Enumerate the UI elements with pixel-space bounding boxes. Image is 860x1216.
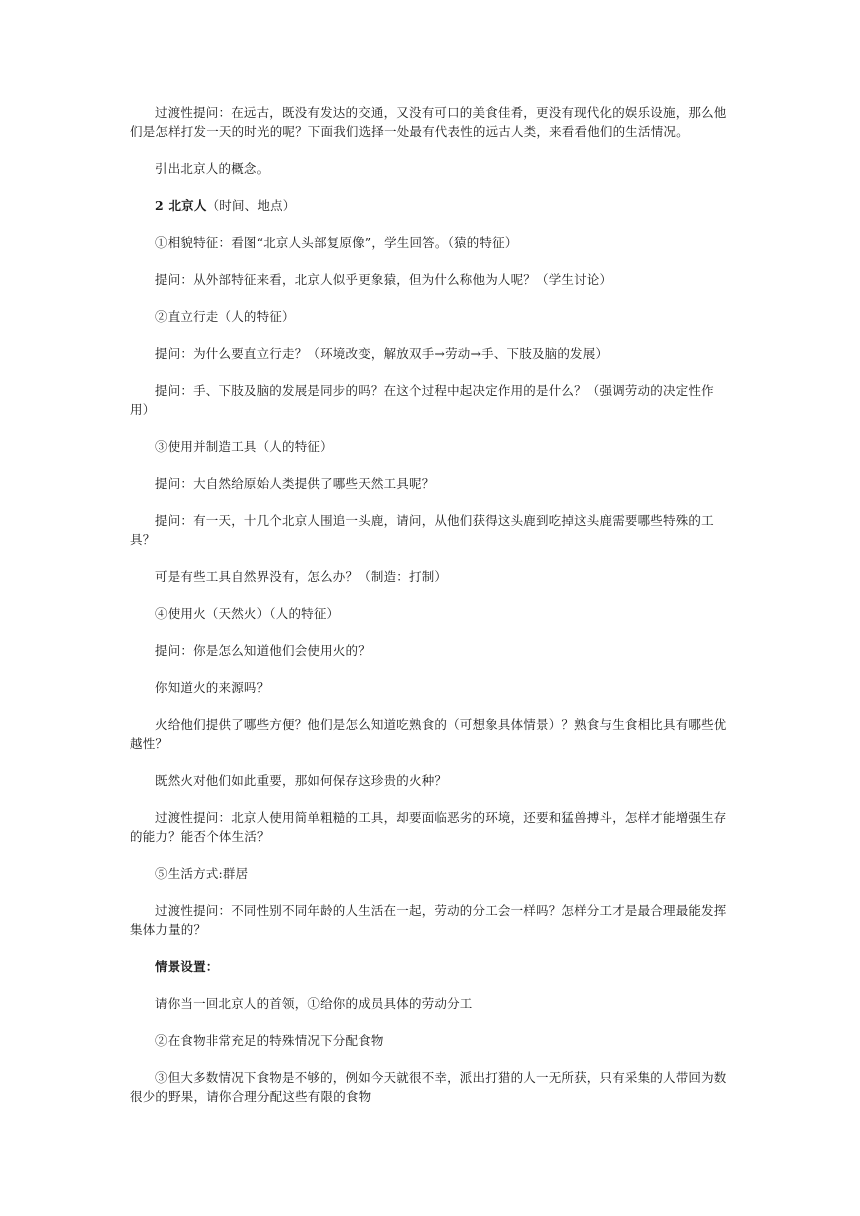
- paragraph-question-fire-use: 提问：你是怎么知道他们会使用火的？: [155, 643, 371, 658]
- paragraph-scenario-2: ②在食物非常充足的特殊情况下分配食物: [155, 1033, 384, 1048]
- paragraph-appearance: ①相貌特征：看图“北京人头部复原像”，学生回答。（猿的特征）: [155, 235, 518, 250]
- paragraph-tools: ③使用并制造工具（人的特征）: [155, 439, 333, 454]
- document-page: [130, 103, 730, 1124]
- paragraph-lifestyle: ⑤生活方式:群居: [155, 866, 249, 881]
- scenario-heading: [130, 957, 730, 976]
- paragraph-scenario-3: ③但大多数情况下食物是不够的，例如今天就很不幸，派出打猎的人一无所获，只有采集的人带回为数很少的野果，请你合理分配这些有限的食物: [130, 1070, 727, 1104]
- paragraph-question-fire-benefits: 火给他们提供了哪些方便？他们是怎么知道吃熟食的（可想象具体情景）？熟食与生食相比具有哪些优越性？: [130, 717, 727, 751]
- scenario-heading-label: 情景设置：: [155, 959, 219, 974]
- paragraph-question-why-human: 提问：从外部特征来看，北京人似乎更象猿，但为什么称他为人呢？（学生讨论）: [155, 272, 613, 287]
- paragraph-question-development: 提问：手、下肢及脑的发展是同步的吗？在这个过程中起决定作用的是什么？（强调劳动的决定性作用）: [130, 383, 714, 417]
- paragraph-transition-2: 过渡性提问：北京人使用简单粗糙的工具，却要面临恶劣的环境，还要和猛兽搏斗，怎样才能增强生存的能力？能否个体生活？: [130, 810, 727, 844]
- paragraph-transition-3: 过渡性提问：不同性别不同年龄的人生活在一起，劳动的分工会一样吗？怎样分工才是最合理最能发挥集体力量的？: [130, 903, 727, 937]
- section-heading-bold: 2 北京人: [155, 198, 207, 213]
- paragraph-making-tools: 可是有些工具自然界没有，怎么办？（制造：打制）: [155, 569, 448, 584]
- paragraph-intro-concept: 引出北京人的概念。: [155, 161, 270, 176]
- paragraph-question-deer: 提问：有一天，十几个北京人围追一头鹿，请问，从他们获得这头鹿到吃掉这头鹿需要哪些特殊的工具？: [130, 513, 714, 547]
- paragraph-scenario-1: 请你当一回北京人的首领，①给你的成员具体的劳动分工: [155, 996, 473, 1011]
- paragraph-question-why-upright: 提问：为什么要直立行走？（环境改变，解放双手→劳动→手、下肢及脑的发展）: [155, 346, 609, 361]
- paragraph-question-fire-keep: 既然火对他们如此重要，那如何保存这珍贵的火种？: [155, 773, 448, 788]
- paragraph-question-natural-tools: 提问：大自然给原始人类提供了哪些天然工具呢？: [155, 476, 435, 491]
- section-heading-note: （时间、地点）: [206, 198, 296, 213]
- paragraph-transition-1: 过渡性提问：在远古，既没有发达的交通，又没有可口的美食佳肴，更没有现代化的娱乐设施，那么他们是怎样打发一天的时光的呢？下面我们选择一处最有代表性的远古人类，来看看他们的生活情况。: [130, 105, 727, 139]
- paragraph-upright-walking: ②直立行走（人的特征）: [155, 309, 295, 324]
- section-heading-beijing-man: [130, 196, 730, 215]
- paragraph-fire: ④使用火（天然火）（人的特征）: [155, 606, 340, 621]
- paragraph-question-fire-source: 你知道火的来源吗？: [155, 680, 270, 695]
